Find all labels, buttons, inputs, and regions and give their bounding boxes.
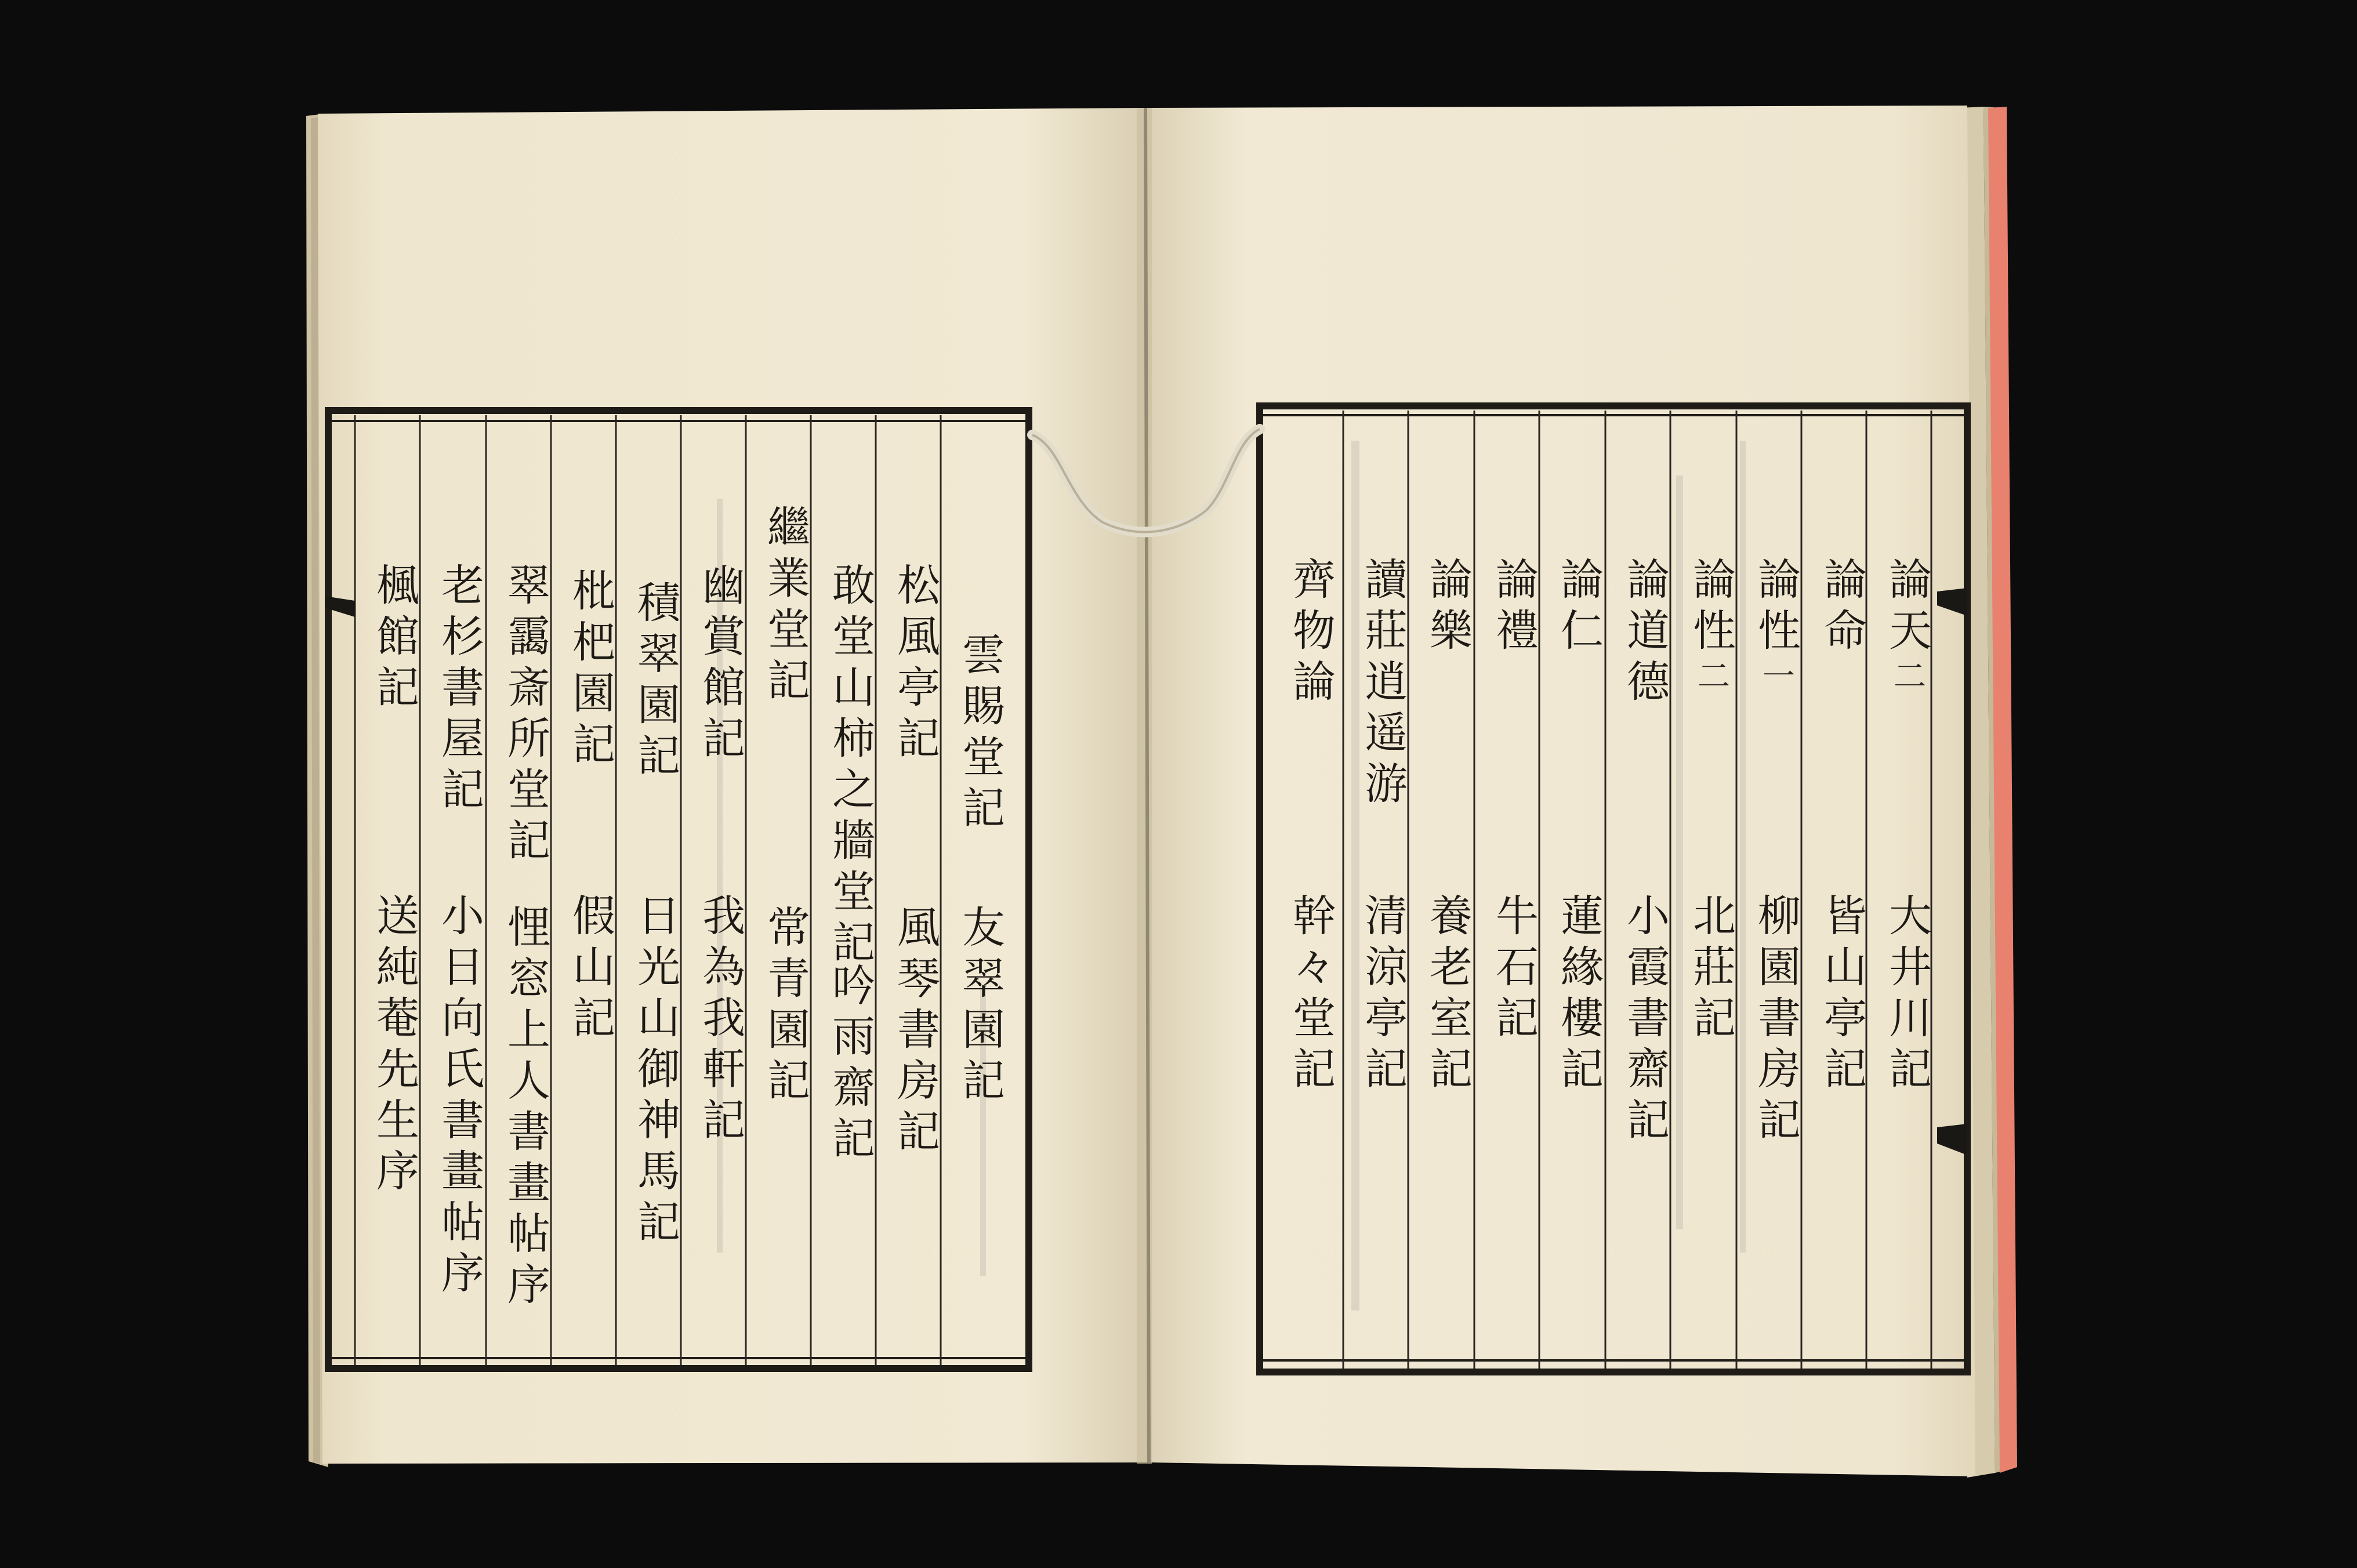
entry-title: 北莊記 (1686, 893, 1736, 1046)
entry-title: 讀莊逍遥游 (1358, 557, 1408, 812)
entry-title: 繼業堂記 (760, 504, 810, 709)
right-col-1-lower (1878, 893, 1936, 1097)
entry-title: 幽賞館記 (695, 562, 745, 767)
entry-title: 敢堂山柿之牆堂記 (825, 562, 875, 971)
left-col-9 (430, 562, 488, 818)
left-col-10-lower (365, 893, 423, 1199)
right-col-4 (1682, 557, 1740, 699)
entry-title: 柳園書房記 (1751, 893, 1801, 1148)
entry-title: 枇杷園記 (565, 568, 615, 772)
entry-title: 雲賜堂記 (955, 632, 1005, 836)
right-col-6 (1550, 557, 1608, 659)
entry-title: 風琴書房記 (890, 905, 940, 1160)
entry-title: 論禮 (1489, 557, 1539, 659)
entry-title: 楓館記 (369, 562, 419, 716)
left-col-1-lower (951, 905, 1009, 1109)
right-col-2-lower (1813, 893, 1871, 1097)
right-col-4-lower (1682, 893, 1740, 1046)
left-col-9-lower (430, 893, 488, 1301)
entry-title: 論性 (1751, 557, 1801, 659)
entry-title: 老杉書屋記 (434, 562, 484, 818)
entry-title: 積翠園記 (630, 580, 680, 784)
left-col-4-lower (756, 905, 814, 1109)
left-col-3-lower (821, 963, 879, 1167)
entry-title: 我為我軒記 (695, 893, 745, 1148)
right-col-2 (1813, 557, 1871, 659)
entry-title: 齊物論 (1286, 557, 1336, 710)
gutter (1137, 108, 1152, 1464)
right-col-9-lower (1354, 893, 1412, 1097)
right-col-10-lower (1282, 893, 1340, 1097)
entry-title: 松風亭記 (890, 562, 940, 767)
entry-title: 養老室記 (1423, 893, 1473, 1097)
left-col-4 (756, 504, 814, 709)
right-col-7 (1485, 557, 1543, 659)
right-col-7-lower (1485, 893, 1543, 1046)
entry-title: 論天 (1882, 557, 1932, 659)
volume-mark: 二 (1692, 659, 1730, 699)
right-col-3-lower (1747, 893, 1805, 1148)
right-col-9 (1354, 557, 1412, 812)
entry-title: 翠靄斎所堂記 (501, 562, 550, 869)
entry-title: 日光山御神馬記 (630, 893, 680, 1250)
right-col-3 (1747, 557, 1805, 699)
entry-title: 論性 (1686, 557, 1736, 659)
left-col-6-lower (626, 893, 684, 1250)
entry-title: 蓮緣樓記 (1554, 893, 1604, 1097)
entry-title: 清涼亭記 (1358, 893, 1408, 1097)
entry-title: 論道德 (1620, 557, 1670, 710)
right-col-8 (1419, 557, 1477, 659)
entry-title: 論仁 (1554, 557, 1604, 659)
entry-title: 友翠園記 (955, 905, 1005, 1109)
left-col-2 (886, 562, 944, 767)
entry-title: 皆山亭記 (1817, 893, 1867, 1097)
left-col-3 (821, 562, 879, 971)
volume-mark: 一 (1757, 659, 1795, 699)
right-col-8-lower (1419, 893, 1477, 1097)
left-col-7-lower (561, 893, 619, 1046)
right-page (1147, 106, 1975, 1476)
left-col-5-lower (691, 893, 749, 1148)
left-col-8 (496, 562, 554, 869)
left-col-1 (951, 632, 1009, 836)
entry-title: 大井川記 (1882, 893, 1932, 1097)
volume-mark: 二 (1888, 659, 1926, 699)
entry-title: 小霞書齋記 (1620, 893, 1670, 1148)
entry-title: 悝窓上人書畫帖序 (501, 905, 550, 1313)
right-col-10 (1282, 557, 1340, 710)
right-col-1 (1878, 557, 1936, 699)
entry-title: 送純菴先生序 (369, 893, 419, 1199)
left-col-2-lower (886, 905, 944, 1160)
left-col-10 (365, 562, 423, 716)
entry-title: 小日向氏書畫帖序 (434, 893, 484, 1301)
entry-title: 吟雨齋記 (825, 963, 875, 1167)
left-col-5 (691, 562, 749, 767)
entry-title: 常青園記 (760, 905, 810, 1109)
entry-title: 假山記 (565, 893, 615, 1046)
right-col-5 (1616, 557, 1674, 710)
right-col-5-lower (1616, 893, 1674, 1148)
left-col-7 (561, 568, 619, 772)
entry-title: 牛石記 (1489, 893, 1539, 1046)
entry-title: 論命 (1817, 557, 1867, 659)
right-col-6-lower (1550, 893, 1608, 1097)
entry-title: 論樂 (1423, 557, 1473, 659)
left-col-6 (626, 580, 684, 784)
entry-title: 幹々堂記 (1286, 893, 1336, 1097)
left-col-8-lower (496, 905, 554, 1313)
